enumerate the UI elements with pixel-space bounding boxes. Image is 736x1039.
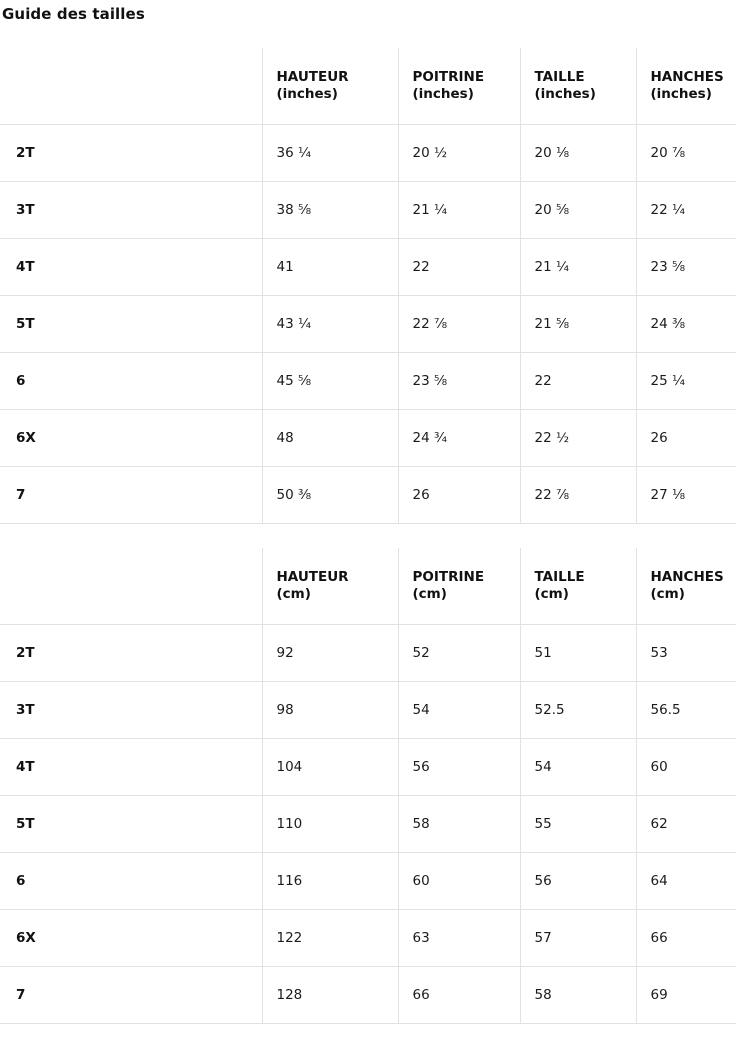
page-title: Guide des tailles [0,4,736,24]
table-header-cm [0,548,736,625]
cell-poitrine: 66 [398,967,520,1024]
cell-poitrine: 58 [398,796,520,853]
header-cell-hanches [636,48,736,125]
table-row [0,410,736,467]
table-row [0,910,736,967]
cell-poitrine: 22 [398,239,520,296]
header-label-hanches: HANCHES [651,69,724,85]
cell-poitrine: 26 [398,467,520,524]
table-gap [0,524,736,548]
table-row [0,239,736,296]
size-table-inches [0,48,736,524]
table-row [0,125,736,182]
header-unit-taille: (inches) [535,86,622,103]
cell-hauteur: 45 ⅝ [262,353,398,410]
cell-hanches: 60 [636,739,736,796]
header-cell-hauteur [262,548,398,625]
cell-hanches: 64 [636,853,736,910]
table-row [0,182,736,239]
cell-poitrine: 22 ⅞ [398,296,520,353]
header-label-poitrine: POITRINE [413,69,485,85]
cell-poitrine: 21 ¼ [398,182,520,239]
header-cell-corner [0,548,262,625]
cell-hauteur: 50 ⅜ [262,467,398,524]
header-label-hanches: HANCHES [651,569,724,585]
row-label: 2T [0,625,262,682]
cell-poitrine: 23 ⅝ [398,353,520,410]
cell-hanches: 56.5 [636,682,736,739]
title-spacer [0,24,736,48]
table-header-inches [0,48,736,125]
size-table-inches-wrapper [0,48,736,524]
header-unit-poitrine: (cm) [413,586,506,603]
cell-hanches: 25 ¼ [636,353,736,410]
table-row [0,967,736,1024]
cell-hauteur: 92 [262,625,398,682]
cell-poitrine: 54 [398,682,520,739]
table-row [0,853,736,910]
cell-taille: 21 ⅝ [520,296,636,353]
cell-hauteur: 104 [262,739,398,796]
cell-taille: 22 [520,353,636,410]
row-label: 6 [0,853,262,910]
row-label: 3T [0,182,262,239]
header-cell-taille [520,548,636,625]
cell-hauteur: 110 [262,796,398,853]
row-label: 3T [0,682,262,739]
cell-poitrine: 60 [398,853,520,910]
row-label: 7 [0,467,262,524]
cell-poitrine: 20 ½ [398,125,520,182]
table-header-row [0,48,736,125]
row-label: 6 [0,353,262,410]
cell-hauteur: 98 [262,682,398,739]
header-unit-hauteur: (cm) [277,586,384,603]
cell-poitrine: 24 ¾ [398,410,520,467]
size-table-cm-wrapper [0,548,736,1024]
cell-hauteur: 128 [262,967,398,1024]
cell-hauteur: 38 ⅝ [262,182,398,239]
header-unit-hanches: (cm) [651,586,736,603]
table-row [0,682,736,739]
header-unit-poitrine: (inches) [413,86,506,103]
cell-hanches: 24 ⅜ [636,296,736,353]
header-cell-hauteur [262,48,398,125]
table-body-cm [0,625,736,1024]
header-label-hauteur: HAUTEUR [277,569,349,585]
table-row [0,467,736,524]
cell-hauteur: 41 [262,239,398,296]
cell-poitrine: 56 [398,739,520,796]
header-cell-corner [0,48,262,125]
cell-taille: 51 [520,625,636,682]
row-label: 4T [0,739,262,796]
cell-taille: 20 ⅛ [520,125,636,182]
table-row [0,296,736,353]
cell-hanches: 69 [636,967,736,1024]
row-label: 5T [0,796,262,853]
row-label: 6X [0,410,262,467]
cell-hanches: 20 ⅞ [636,125,736,182]
cell-hanches: 22 ¼ [636,182,736,239]
cell-taille: 22 ⅞ [520,467,636,524]
cell-poitrine: 52 [398,625,520,682]
header-label-poitrine: POITRINE [413,569,485,585]
cell-hanches: 27 ⅛ [636,467,736,524]
cell-hanches: 62 [636,796,736,853]
cell-poitrine: 63 [398,910,520,967]
table-row [0,739,736,796]
row-label: 4T [0,239,262,296]
row-label: 6X [0,910,262,967]
table-row [0,353,736,410]
header-cell-poitrine [398,48,520,125]
table-row [0,625,736,682]
cell-taille: 20 ⅝ [520,182,636,239]
cell-hanches: 23 ⅝ [636,239,736,296]
table-header-row [0,548,736,625]
size-guide-page [0,4,736,1024]
cell-hauteur: 48 [262,410,398,467]
row-label: 5T [0,296,262,353]
header-cell-taille [520,48,636,125]
header-cell-poitrine [398,548,520,625]
cell-taille: 54 [520,739,636,796]
cell-taille: 56 [520,853,636,910]
cell-hanches: 53 [636,625,736,682]
cell-hauteur: 36 ¼ [262,125,398,182]
cell-taille: 58 [520,967,636,1024]
cell-hanches: 66 [636,910,736,967]
cell-hauteur: 116 [262,853,398,910]
table-row [0,796,736,853]
cell-taille: 22 ½ [520,410,636,467]
header-label-taille: TAILLE [535,569,585,585]
cell-hauteur: 122 [262,910,398,967]
row-label: 7 [0,967,262,1024]
header-label-hauteur: HAUTEUR [277,69,349,85]
header-cell-hanches [636,548,736,625]
header-unit-taille: (cm) [535,586,622,603]
cell-taille: 52.5 [520,682,636,739]
cell-hanches: 26 [636,410,736,467]
table-body-inches [0,125,736,524]
row-label: 2T [0,125,262,182]
cell-hauteur: 43 ¼ [262,296,398,353]
size-table-cm [0,548,736,1024]
cell-taille: 57 [520,910,636,967]
cell-taille: 55 [520,796,636,853]
cell-taille: 21 ¼ [520,239,636,296]
header-unit-hanches: (inches) [651,86,736,103]
header-unit-hauteur: (inches) [277,86,384,103]
header-label-taille: TAILLE [535,69,585,85]
